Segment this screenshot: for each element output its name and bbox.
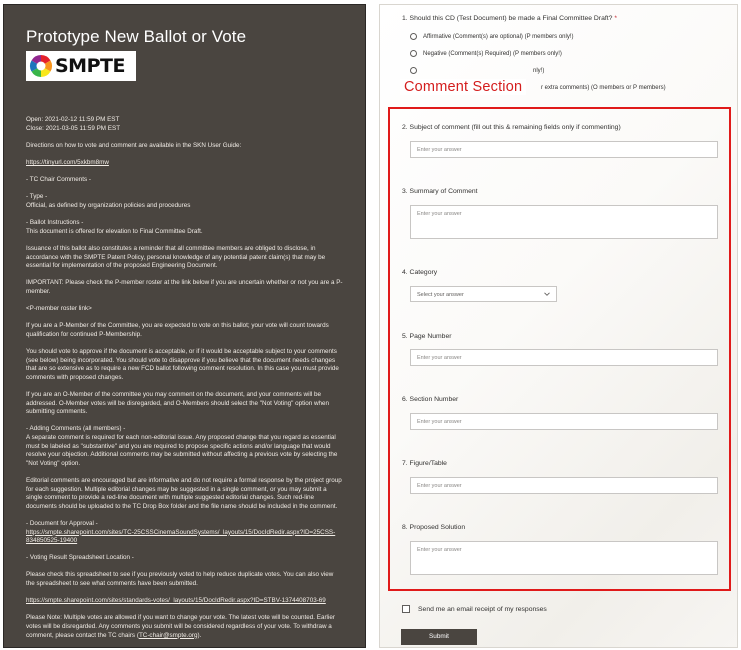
- email-receipt-option[interactable]: [402, 605, 547, 613]
- ballot-directions: [26, 116, 343, 640]
- chevron-down-icon: [543, 290, 551, 298]
- ballot-paragraph: [26, 391, 343, 417]
- vote-option-affirmative[interactable]: Affirmative (Comment(s) are optional) (P members only!): [410, 33, 574, 40]
- vote-option-abstain[interactable]: r extra comments) (O members or P members): [410, 84, 666, 91]
- ballot-paragraph: [26, 159, 343, 168]
- smpte-color-wheel-icon: [29, 54, 53, 78]
- email-receipt-label: Send me an email receipt of my responses: [418, 605, 547, 613]
- ballot-paragraph: [26, 305, 343, 314]
- radio-button[interactable]: [410, 67, 417, 74]
- ballot-text: Directions on how to vote and comment are available in the SKN User Guide:: [26, 141, 242, 149]
- ballot-text: - TC Chair Comments -: [26, 176, 91, 184]
- ballot-paragraph: [26, 193, 343, 210]
- ballot-text: This document is offered for elevation to Final Committee Draft.: [26, 227, 203, 235]
- radio-button[interactable]: [410, 50, 417, 57]
- ballot-text: - Type -: [26, 193, 48, 201]
- ballot-text: If you are an O-Member of the committee you may comment on the document, and your comments will be addressed. O-Member votes will be disregarded, and O-Members should select the "Not Voting" option when submitting comments.: [26, 391, 330, 416]
- smpte-logo-text: SMPTE: [55, 55, 125, 77]
- email-receipt-checkbox[interactable]: [402, 605, 410, 613]
- ballot-text: If you are a P-Member of the Committee, you are expected to vote on this ballot; your vote will count towards qualification for continued P-Membership.: [26, 322, 329, 338]
- ballot-paragraph: [26, 176, 343, 185]
- ballot-text: - Document for Approval -: [26, 519, 98, 527]
- ballot-paragraph: [26, 322, 343, 339]
- vote-option-not-voting[interactable]: nly!): [410, 67, 544, 74]
- tc-chair-email-link[interactable]: TC-chair@smpte.org: [138, 631, 198, 639]
- submit-button[interactable]: Submit: [401, 629, 477, 645]
- category-dropdown[interactable]: Select your answer: [410, 286, 557, 302]
- ballot-paragraph: [26, 279, 343, 296]
- ballot-paragraph: [26, 597, 343, 606]
- ballot-paragraph: [26, 245, 343, 271]
- question-2-title: 2. Subject of comment (fill out this & remaining fields only if commenting): [402, 124, 621, 131]
- ballot-text: Close: 2021-03-05 11:59 PM EST: [26, 124, 121, 132]
- ballot-text: - Voting Result Spreadsheet Location -: [26, 554, 134, 562]
- ballot-paragraph: [26, 571, 343, 588]
- vote-option-negative[interactable]: Negative (Comment(s) Required) (P members only!): [410, 50, 562, 57]
- smpte-logo: [26, 51, 136, 81]
- ballot-text: You should vote to approve if the document is acceptable, or if it would be acceptable subject to your comments (see below) being incorporated. You should vote to disapprove if you believe that the document needs changes that are so extensive as to require a new FCD ballot following comment resolution. In this case you must provide comments with proposed changes.: [26, 348, 339, 381]
- comment-section-label: Comment Section: [400, 79, 526, 95]
- ballot-paragraph: [26, 116, 343, 133]
- ballot-text: - Ballot Instructions -: [26, 219, 84, 227]
- subject-input[interactable]: Enter your answer: [410, 141, 718, 158]
- question-8-title: 8. Proposed Solution: [402, 524, 466, 531]
- ballot-paragraph: [26, 348, 343, 382]
- ballot-title: Prototype New Ballot or Vote: [26, 27, 247, 46]
- proposed-solution-textarea[interactable]: Enter your answer: [410, 541, 718, 575]
- ballot-text: - Adding Comments (all members) -: [26, 425, 126, 433]
- ballot-text: Editorial comments are encouraged but are informative and do not require a formal response by the project group for each suggestion. Multiple editorial changes may be suggested in a single comment, or you may submit a single comment to provide a red-line document with multiple suggested editorial changes. Such red-line documents should be uploaded to the TC Drop Box folder and the file name should be included in the comment.: [26, 476, 342, 510]
- ballot-text: Open: 2021-02-12 11:59 PM EST: [26, 116, 120, 123]
- ballot-paragraph: [26, 219, 343, 236]
- ballot-link[interactable]: https://smpte.sharepoint.com/sites/TC-25CSSCinemaSoundSystems/_layouts/15/DocIdRedir.aspx?ID=25CSS-834850525-19400: [26, 528, 336, 545]
- figure-table-input[interactable]: Enter your answer: [410, 477, 718, 494]
- ballot-paragraph: [26, 425, 343, 468]
- summary-textarea[interactable]: Enter your answer: [410, 205, 718, 239]
- question-6-title: 6. Section Number: [402, 396, 459, 403]
- question-5-title: 5. Page Number: [402, 333, 452, 340]
- ballot-paragraph: [26, 554, 343, 563]
- ballot-text: IMPORTANT: Please check the P-member roster at the link below if you are uncertain whether or not you are a P-member.: [26, 279, 343, 295]
- question-4-title: 4. Category: [402, 269, 438, 276]
- question-7-title: 7. Figure/Table: [402, 460, 447, 467]
- ballot-paragraph: [26, 477, 343, 511]
- ballot-text: A separate comment is required for each non-editorial issue. Any proposed change that you regard as essential must be labeled as "substantive" and you are required to propose specific actions and/or language that would resolve your objection. Additional comments may be submitted without affecting a previous vote by selecting the "Not Voting" option.: [26, 433, 338, 467]
- question-1-title: 1. Should this CD (Test Document) be made a Final Committee Draft? *: [402, 15, 617, 22]
- section-number-input[interactable]: Enter your answer: [410, 413, 718, 430]
- radio-button[interactable]: [410, 33, 417, 40]
- ballot-link[interactable]: https://tinyurl.com/5xkbm8mw: [26, 158, 109, 166]
- page-number-input[interactable]: Enter your answer: [410, 349, 718, 366]
- ballot-link[interactable]: https://smpte.sharepoint.com/sites/standards-votes/_layouts/15/DocIdRedir.aspx?ID=STBV-1374408703-69: [26, 597, 326, 605]
- ballot-text: Official, as defined by organization policies and procedures: [26, 201, 191, 209]
- ballot-info-panel: [3, 4, 366, 648]
- question-3-title: 3. Summary of Comment: [402, 188, 478, 195]
- ballot-paragraph: [26, 614, 343, 640]
- ballot-text: Issuance of this ballot also constitutes a reminder that all committee members are obliged to disclose, in accordance with the SMPTE Patent Policy, personal knowledge of any potential patent claim(s) that may be essential for implementation of the proposed Engineering Document.: [26, 244, 326, 270]
- ballot-text: Please Note: Multiple votes are allowed if you want to change your vote. The latest vote will be counted. Earlier votes will be disregarded. Any comments you submit will be considered regardless of your vote. To withdraw a comment, please contact the TC chairs (TC-chair@smpte.org).: [26, 614, 335, 639]
- ballot-paragraph: [26, 142, 343, 151]
- ballot-paragraph: [26, 520, 343, 546]
- required-mark: *: [614, 15, 617, 22]
- ballot-form: [379, 4, 738, 648]
- ballot-text: Please check this spreadsheet to see if you previously voted to help reduce duplicate votes. You can also view the spreadsheet to see what comments have been submitted.: [26, 571, 334, 588]
- ballot-text: <P-member roster link>: [26, 305, 92, 313]
